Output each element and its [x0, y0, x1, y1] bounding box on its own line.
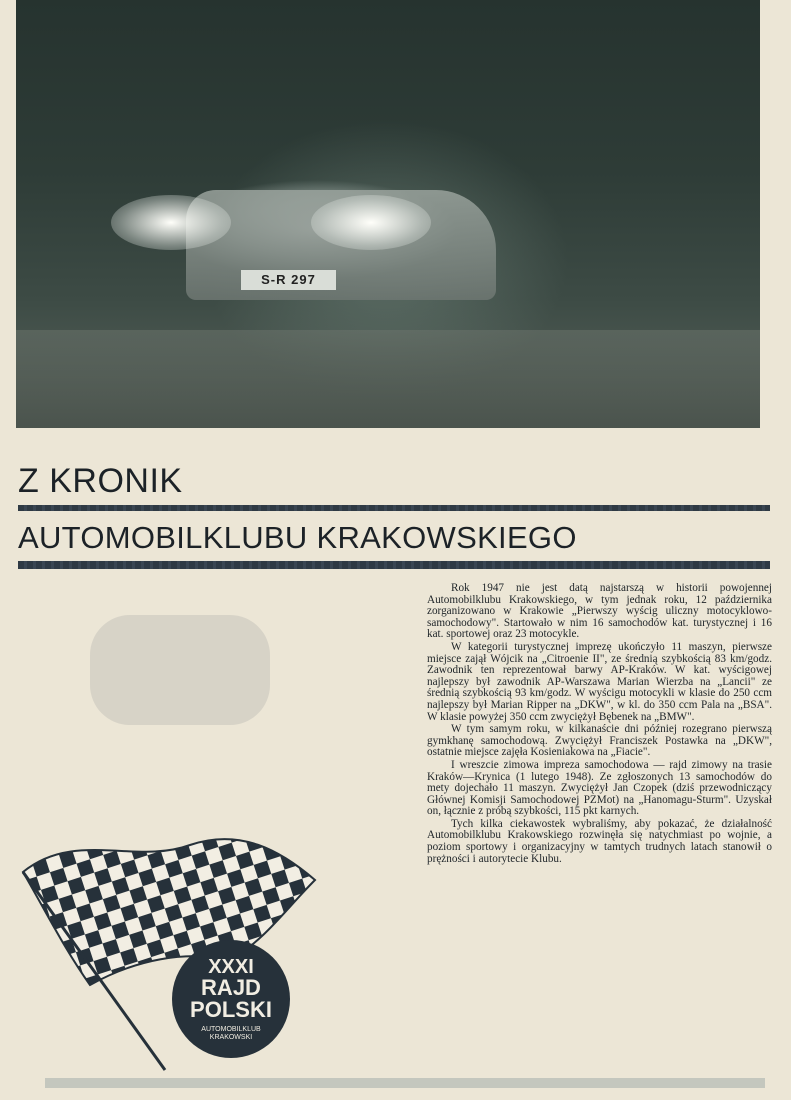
checkered-flag-icon	[15, 810, 335, 1080]
seal-text: AUTOMOBILKLUB	[201, 1025, 261, 1033]
seal-text: RAJD	[201, 974, 261, 1000]
headlight-glow-right	[311, 195, 431, 250]
headlight-glow-left	[111, 195, 231, 250]
license-plate: S-R 297	[241, 270, 336, 290]
article-paragraph: Rok 1947 nie jest datą najstarszą w historii powojennej Automobilklubu Krakowskiego, w tym jednak roku, 12 października zorganizowano w Krakowie „Pierwszy wyścig uliczny motocyklowo-samochodowy". Startowało w nim 16 samochodów kat. turystycznej i 16 kat. sportowej oraz 23 motocykle.	[427, 582, 772, 641]
seal-text: POLSKI	[190, 996, 272, 1022]
article-paragraph: Tych kilka ciekawostek wybraliśmy, aby pokazać, że działalność Automobilklubu Krakowskiego rozwinęła się natychmiast po wojnie, a poziom sportowy i organizacyjny w tamtych trudnych latach stanowił o prężności i autorytecie Klubu.	[427, 817, 772, 865]
faded-background-car	[90, 615, 270, 725]
rally-seal	[172, 940, 290, 1058]
dirt-road	[16, 330, 760, 428]
article-paragraph: I wreszcie zimowa impreza samochodowa — rajd zimowy na trasie Kraków—Krynica (1 lutego 1948). Ze zgłoszonych 13 samochodów do mety dojechało 11 maszyn. Zwyciężył Jan Czopek (dziś przewodniczący Głównej Komisji Samochodowej PZMot) na „Hanomagu-Sturm". Uzyskał on, łącznie z próbą szybkości, 115 pkt karnych.	[427, 758, 772, 818]
heading-divider-1	[18, 505, 770, 511]
article-body	[427, 583, 772, 866]
seal-text: XXXI	[208, 955, 254, 978]
seal-text: KRAKOWSKI	[209, 1033, 253, 1041]
heading-line-1: Z KRONIK	[18, 462, 183, 500]
article-paragraph: W kategorii turystycznej imprezę ukończyło 11 maszyn, pierwsze miejsce zajął Wójcik na „Citroenie II", ze średnią szybkością 83 km/godz. Zawodnik ten reprezentował barwy AP-Kraków. W kat. wyścigowej najlepszy był zawodnik AP-Warszawa Marian Wierzba na „Lancii" ze średnią szybkością 93 km/godz. W wyścigu motocykli w klasie do 250 ccm najlepszy był Marian Ripper na „DKW", w kl. do 350 ccm Pala na „BSA". W klasie powyżej 350 ccm zwyciężył Bębenek na „BMW".	[427, 640, 772, 723]
article-paragraph: W tym samym roku, w kilkanaście dni później rozegrano pierwszą gymkhanę samochodową. Zwyciężył Franciszek Postawka na „DKW", ostatnie miejsce zajęła Kosieniakowa na „Fiacie".	[427, 723, 772, 759]
rally-logo	[15, 810, 335, 1080]
heading-line-2: AUTOMOBILKLUBU KRAKOWSKIEGO	[18, 520, 577, 555]
heading-divider-2	[18, 561, 770, 569]
rally-car-photo	[16, 0, 760, 428]
bottom-rule	[45, 1078, 765, 1088]
